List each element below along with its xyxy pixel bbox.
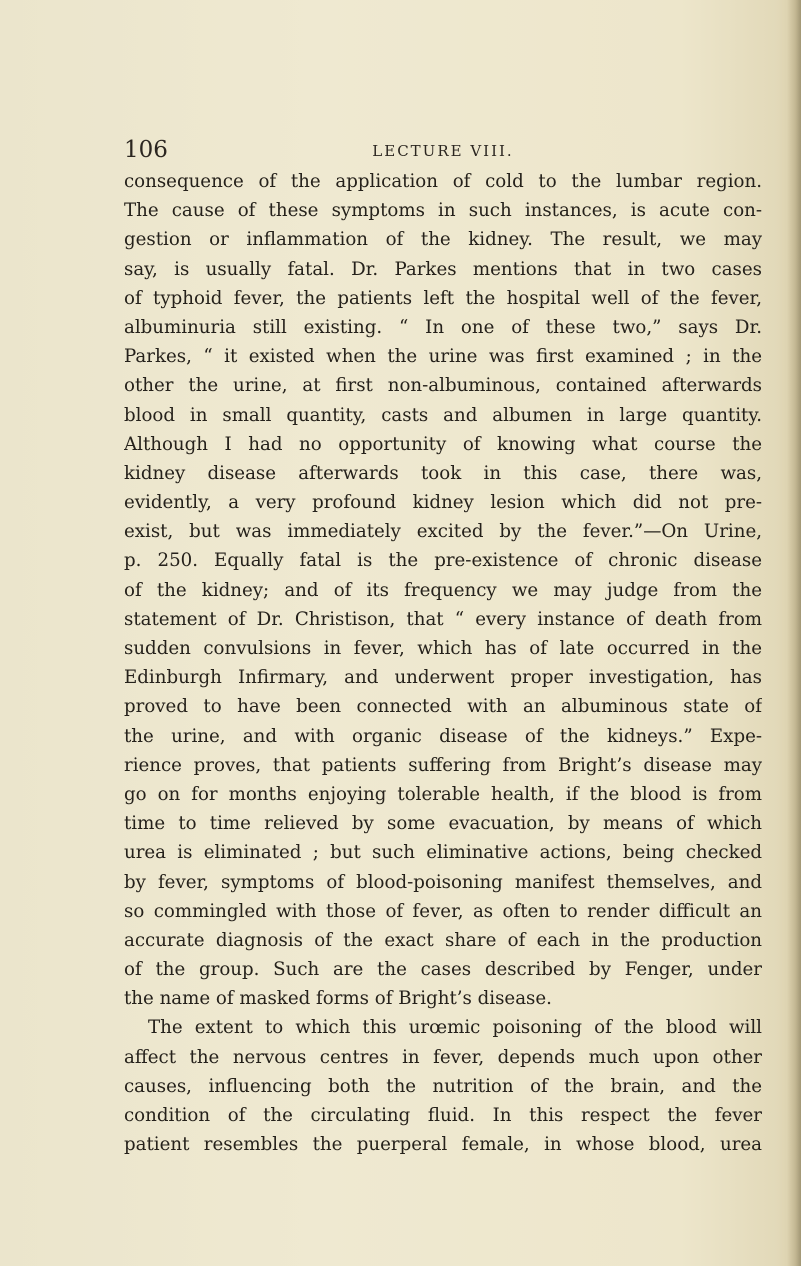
text-line: consequence of the application of cold to the lumbar region.: [124, 171, 762, 192]
text-line: p. 250. Equally fatal is the pre-existence of chronic disease: [124, 550, 762, 572]
text-line: Parkes, “ it existed when the urine was first examined ; in the: [124, 346, 762, 368]
text-line: exist, but was immediately excited by the fever.”—On Urine,: [124, 521, 762, 543]
text-line: sudden convulsions in fever, which has of late occurred in the: [124, 638, 762, 659]
body-text: [124, 167, 762, 1159]
text-line: causes, influencing both the nutrition of the brain, and the: [124, 1075, 762, 1097]
text-line: blood in small quantity, casts and albumen in large quantity.: [124, 404, 762, 426]
text-line: patient resembles the puerperal female, in whose blood, urea: [124, 1134, 762, 1156]
text-line: affect the nervous centres in fever, depends much upon other: [124, 1046, 762, 1068]
text-line: albuminuria still existing. “ In one of these two,” says Dr.: [124, 316, 762, 338]
text-line: other the urine, at first non-albuminous, contained afterwards: [124, 375, 762, 397]
text-line: of the kidney; and of its frequency we may judge from the: [124, 579, 762, 601]
text-line: Edinburgh Infirmary, and underwent proper investigation, has: [124, 667, 762, 689]
page-edge-shadow: [787, 0, 801, 1266]
text-line: say, is usually fatal. Dr. Parkes mentions that in two cases: [124, 258, 762, 280]
text-line: gestion or inflammation of the kidney. The result, we may: [124, 229, 762, 251]
text-line: of the group. Such are the cases described by Fenger, under: [124, 959, 762, 981]
text-line: by fever, symptoms of blood-poisoning manifest themselves, and: [124, 871, 762, 893]
text-line: the urine, and with organic disease of the kidneys.” Expe-: [124, 725, 762, 747]
page-header: [124, 136, 762, 166]
text-line: urea is eliminated ; but such eliminative actions, being checked: [124, 842, 762, 864]
text-line: statement of Dr. Christison, that “ every instance of death from: [124, 608, 762, 630]
text-line: time to time relieved by some evacuation, by means of which: [124, 813, 762, 835]
page-number: 106: [124, 137, 168, 163]
text-line: kidney disease afterwards took in this case, there was,: [124, 462, 762, 484]
text-line: evidently, a very profound kidney lesion which did not pre-: [124, 492, 762, 514]
text-line: rience proves, that patients suffering from Bright’s disease may: [124, 754, 762, 776]
text-line: The extent to which this urœmic poisoning of the blood will: [148, 1017, 762, 1039]
text-line: so commingled with those of fever, as often to render difficult an: [124, 900, 762, 922]
text-line: The cause of these symptoms in such instances, is acute con-: [124, 200, 762, 222]
text-line: of typhoid fever, the patients left the hospital well of the fever,: [124, 287, 762, 309]
text-line: go on for months enjoying tolerable health, if the blood is from: [124, 783, 762, 805]
text-line: Although I had no opportunity of knowing what course the: [124, 433, 762, 455]
text-line: accurate diagnosis of the exact share of each in the production: [124, 929, 762, 951]
text-line: condition of the circulating fluid. In this respect the fever: [124, 1105, 762, 1126]
text-line: proved to have been connected with an albuminous state of: [124, 696, 762, 718]
running-title: LECTURE VIII.: [372, 142, 514, 160]
text-line: the name of masked forms of Bright’s disease.: [124, 988, 552, 1010]
